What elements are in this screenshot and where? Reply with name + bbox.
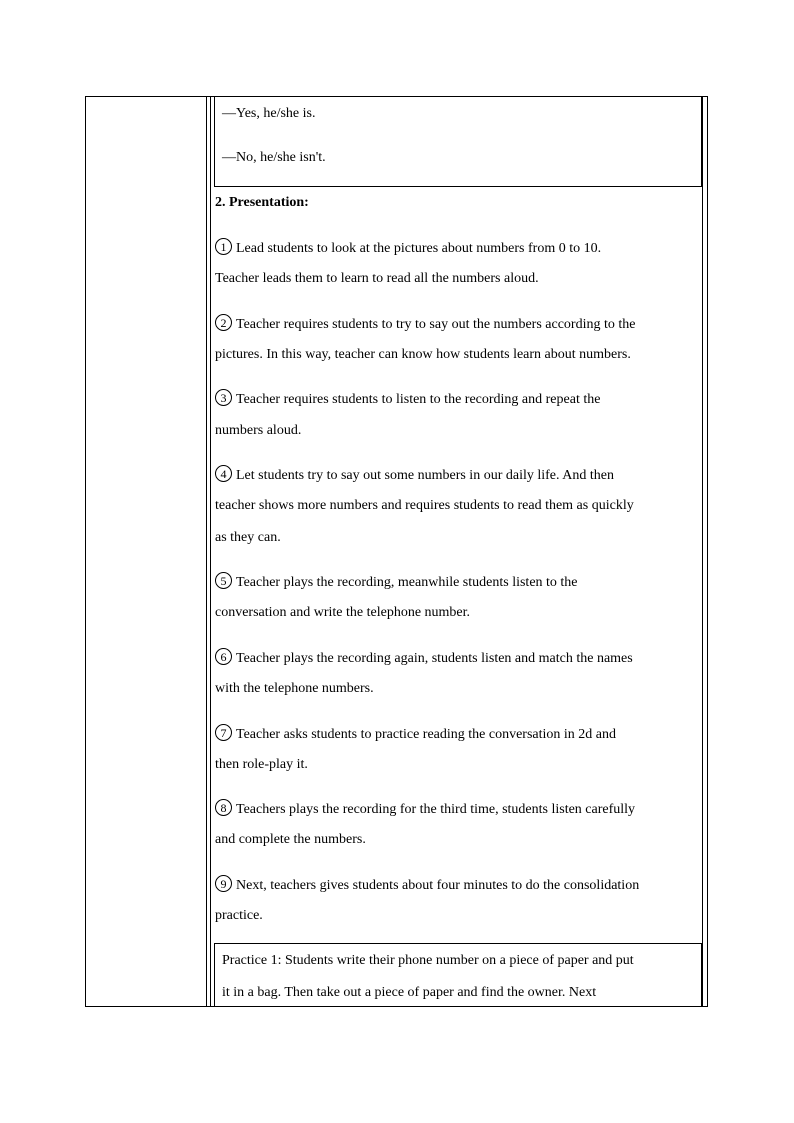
step-2-line-2: pictures. In this way, teacher can know how students learn about numbers. (215, 347, 631, 362)
step-4-marker: 4 (215, 465, 232, 482)
step-7-line-2: then role-play it. (215, 757, 308, 772)
step-7-line-1: 7 Teacher asks students to practice reading the conversation in 2d and (215, 724, 616, 744)
step-9-marker: 9 (215, 875, 232, 892)
dialogue-yes-line: —Yes, he/she is. (222, 106, 316, 121)
step-6-line-1: 6 Teacher plays the recording again, students listen and match the names (215, 648, 633, 668)
step-5-marker: 5 (215, 572, 232, 589)
presentation-heading: 2. Presentation: (215, 195, 309, 210)
practice-line-2: it in a bag. Then take out a piece of paper and find the owner. Next (222, 985, 597, 1000)
step-8-marker: 8 (215, 799, 232, 816)
step-5-line-2: conversation and write the telephone number. (215, 605, 471, 620)
step-4-line-1: 4 Let students try to say out some numbers in our daily life. And then (215, 465, 614, 485)
dialogue-no-line: —No, he/she isn't. (222, 150, 326, 165)
step-1-line-2: Teacher leads them to learn to read all the numbers aloud. (215, 271, 539, 286)
step-4-line-3: as they can. (215, 530, 281, 545)
step-2-marker: 2 (215, 314, 232, 331)
left-column (86, 97, 206, 1006)
step-1-line-1: 1 Lead students to look at the pictures about numbers from 0 to 10. (215, 238, 601, 258)
step-8-line-1: 8 Teachers plays the recording for the third time, students listen carefully (215, 799, 635, 819)
lesson-table (85, 96, 708, 1007)
column-divider-inner (210, 97, 211, 1006)
step-5-line-1: 5 Teacher plays the recording, meanwhile students listen to the (215, 572, 578, 592)
step-3-line-2: numbers aloud. (215, 423, 302, 438)
step-4-line-2: teacher shows more numbers and requires students to read them as quickly (215, 498, 634, 513)
column-divider-right (702, 97, 703, 1006)
practice-line-1: Practice 1: Students write their phone number on a piece of paper and put (222, 953, 634, 968)
step-2-line-1: 2 Teacher requires students to try to say out the numbers according to the (215, 314, 635, 334)
step-1-marker: 1 (215, 238, 232, 255)
step-7-marker: 7 (215, 724, 232, 741)
step-8-line-2: and complete the numbers. (215, 832, 366, 847)
column-divider (206, 97, 207, 1006)
step-6-line-2: with the telephone numbers. (215, 681, 374, 696)
step-9-line-1: 9 Next, teachers gives students about four minutes to do the consolidation (215, 875, 639, 895)
step-3-line-1: 3 Teacher requires students to listen to the recording and repeat the (215, 389, 600, 409)
step-3-marker: 3 (215, 389, 232, 406)
step-9-line-2: practice. (215, 908, 263, 923)
step-6-marker: 6 (215, 648, 232, 665)
